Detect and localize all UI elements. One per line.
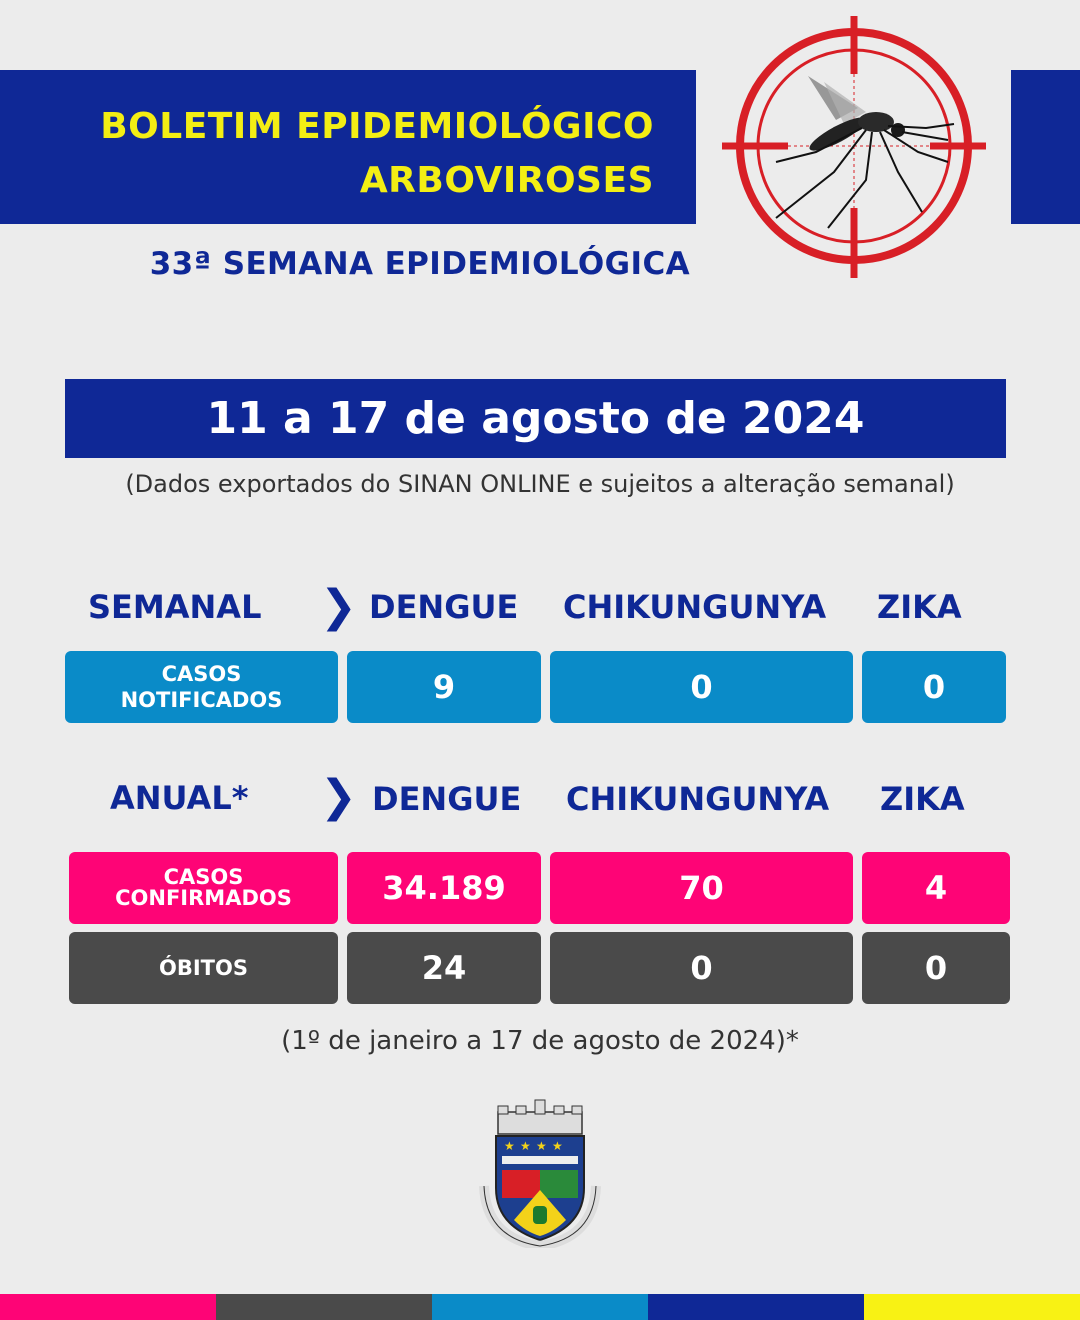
mosquito-target-icon bbox=[716, 12, 992, 284]
notified-label-line-2: NOTIFICADOS bbox=[120, 688, 283, 712]
weekly-dengue-value: 9 bbox=[347, 651, 541, 723]
svg-text:★: ★ bbox=[552, 1139, 563, 1153]
annual-dengue-deaths: 24 bbox=[347, 932, 541, 1004]
annual-period-footnote: (1º de janeiro a 17 de agosto de 2024)* bbox=[281, 1026, 799, 1056]
header-banner bbox=[0, 70, 696, 224]
svg-text:★: ★ bbox=[504, 1139, 515, 1153]
annual-chikungunya-deaths: 0 bbox=[550, 932, 853, 1004]
data-source-note: (Dados exportados do SINAN ONLINE e sujeitos a alteração semanal) bbox=[125, 470, 955, 498]
svg-text:★: ★ bbox=[536, 1139, 547, 1153]
chevron-right-icon: ❯ bbox=[320, 581, 357, 632]
weekly-col-dengue: DENGUE bbox=[369, 588, 519, 626]
annual-dengue-confirmed: 34.189 bbox=[347, 852, 541, 924]
svg-text:★: ★ bbox=[520, 1139, 531, 1153]
header-banner-right bbox=[1011, 70, 1080, 224]
confirmed-label-line-2: CONFIRMADOS bbox=[115, 886, 292, 910]
epidemiological-week: 33ª SEMANA EPIDEMIOLÓGICA bbox=[149, 246, 690, 282]
title-line-2: ARBOVIROSES bbox=[359, 160, 654, 201]
footer-stripe-navy bbox=[648, 1294, 864, 1320]
weekly-col-zika: ZIKA bbox=[877, 588, 962, 626]
deaths-label: ÓBITOS bbox=[69, 932, 338, 1004]
notified-cases-label bbox=[65, 651, 338, 723]
annual-zika-confirmed: 4 bbox=[862, 852, 1010, 924]
chevron-right-icon: ❯ bbox=[320, 771, 357, 822]
bulletin-title bbox=[100, 100, 654, 208]
footer-stripe-yellow bbox=[864, 1294, 1080, 1320]
annual-label: ANUAL* bbox=[110, 779, 249, 817]
annual-zika-deaths: 0 bbox=[862, 932, 1010, 1004]
footer-stripe-blue bbox=[432, 1294, 648, 1320]
annual-chikungunya-confirmed: 70 bbox=[550, 852, 853, 924]
confirmed-label-line-1: CASOS bbox=[163, 865, 244, 889]
date-range-banner: 11 a 17 de agosto de 2024 bbox=[65, 379, 1006, 458]
city-coat-of-arms bbox=[478, 1098, 602, 1248]
annual-col-zika: ZIKA bbox=[880, 780, 965, 818]
annual-col-chikungunya: CHIKUNGUNYA bbox=[566, 780, 830, 818]
weekly-col-chikungunya: CHIKUNGUNYA bbox=[563, 588, 827, 626]
footer-stripe-gray bbox=[216, 1294, 432, 1320]
weekly-chikungunya-value: 0 bbox=[550, 651, 853, 723]
annual-col-dengue: DENGUE bbox=[372, 780, 522, 818]
footer-stripe-pink bbox=[0, 1294, 216, 1320]
title-line-1: BOLETIM EPIDEMIOLÓGICO bbox=[100, 106, 654, 147]
confirmed-cases-label bbox=[69, 852, 338, 924]
notified-label-line-1: CASOS bbox=[161, 662, 242, 686]
weekly-zika-value: 0 bbox=[862, 651, 1006, 723]
weekly-label: SEMANAL bbox=[88, 588, 262, 626]
